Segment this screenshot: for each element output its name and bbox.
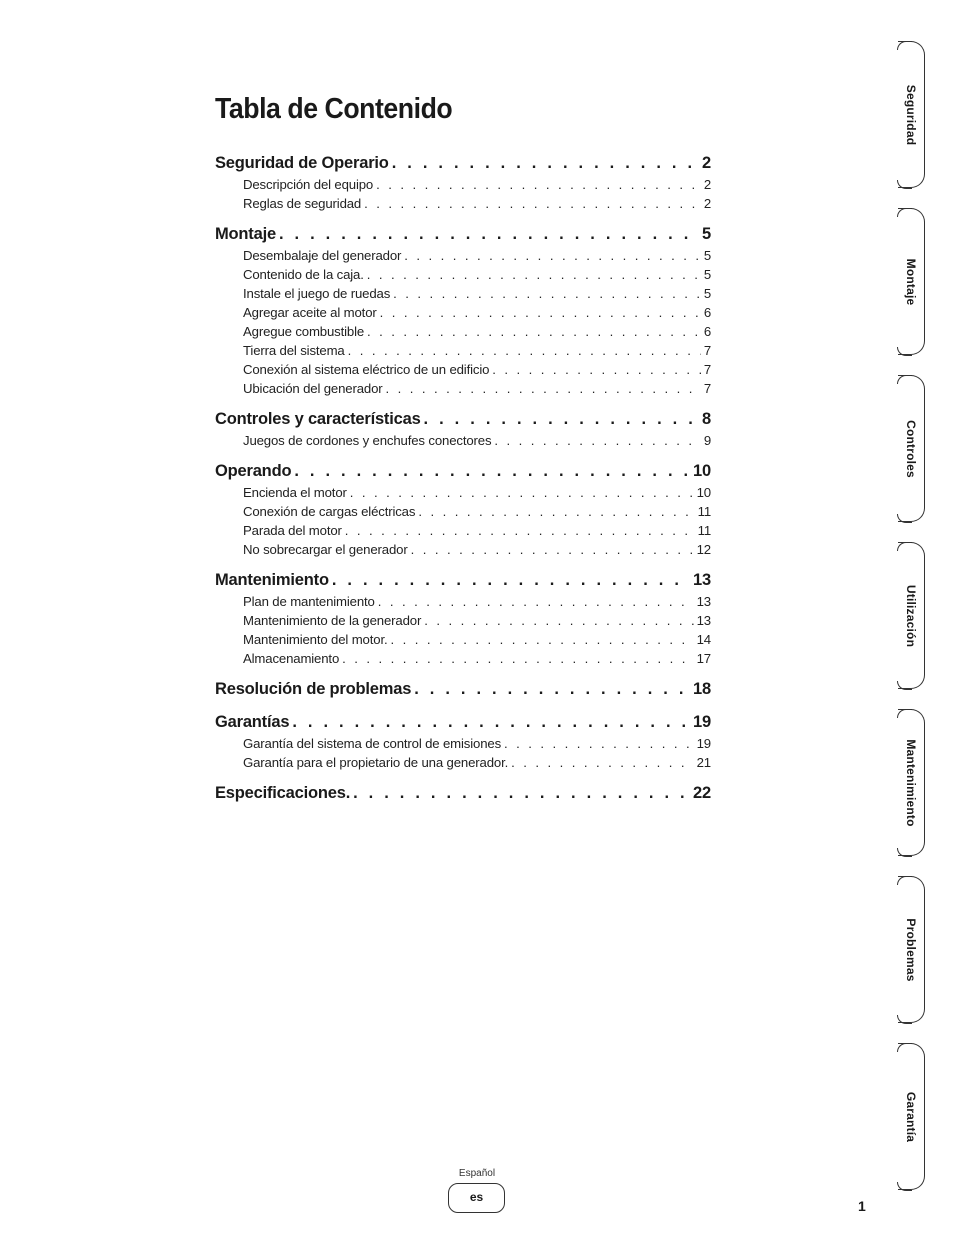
toc-subentry-label: Parada del motor [243, 523, 342, 538]
toc-subentry[interactable] [215, 502, 711, 521]
toc-subentry-page: 13 [696, 613, 711, 628]
toc-entry-page: 13 [693, 571, 711, 589]
tab-seguridad[interactable] [898, 41, 925, 188]
toc-subentry-page: 6 [703, 324, 711, 339]
toc-entry-page: 22 [693, 784, 711, 802]
toc-entry-page: 19 [693, 713, 711, 731]
toc-entry-label: Montaje [215, 225, 276, 243]
toc-entry-operando[interactable] [215, 459, 711, 483]
toc-subentry-label: Agregue combustible [243, 324, 365, 339]
toc-subentry-label: Garantía del sistema de control de emisiones [243, 736, 502, 751]
dot-leader [332, 568, 690, 592]
dot-leader [348, 341, 701, 360]
dot-leader [404, 246, 701, 265]
dot-leader [386, 379, 701, 398]
tab-label: Seguridad [904, 84, 918, 145]
toc-subentry-label: Tierra del sistema [243, 343, 345, 358]
toc-subentry-label: Almacenamiento [243, 651, 340, 666]
toc-entry-page: 8 [702, 410, 711, 428]
toc-subentry-page: 21 [696, 755, 711, 770]
dot-leader [380, 303, 701, 322]
dot-leader [390, 630, 693, 649]
table-of-contents [215, 151, 711, 814]
toc-subentry[interactable] [215, 630, 711, 649]
dot-leader [367, 322, 701, 341]
toc-entry-montaje[interactable] [215, 222, 711, 246]
dot-leader [376, 175, 701, 194]
dot-leader [367, 265, 701, 284]
dot-leader [414, 677, 690, 701]
toc-entry-label: Resolución de problemas [215, 680, 412, 698]
page-number: 1 [858, 1198, 866, 1214]
toc-subentry[interactable] [215, 379, 711, 398]
toc-subentry[interactable] [215, 265, 711, 284]
toc-subentry-label: Mantenimiento de la generador [243, 613, 422, 628]
toc-subentry-label: Descripción del equipo [243, 177, 374, 192]
dot-leader [424, 407, 699, 431]
toc-subentry-page: 17 [696, 651, 711, 666]
toc-entry-especificaciones[interactable] [215, 781, 711, 805]
tab-controles[interactable] [898, 375, 925, 522]
toc-entry-problemas[interactable] [215, 677, 711, 701]
toc-subentry-page: 10 [696, 485, 711, 500]
toc-subentry[interactable] [215, 431, 711, 450]
tab-problemas[interactable] [898, 876, 925, 1023]
dot-leader [353, 781, 690, 805]
toc-entry-label: Garantías [215, 713, 290, 731]
toc-entry-page: 2 [702, 154, 711, 172]
dot-leader [292, 710, 690, 734]
toc-entry-label: Mantenimiento [215, 571, 329, 589]
toc-subentry-label: No sobrecargar el generador [243, 542, 408, 557]
toc-subentry-page: 2 [703, 177, 711, 192]
toc-subentry-label: Juegos de cordones y enchufes conectores [243, 433, 492, 448]
toc-section-especificaciones [215, 781, 711, 805]
toc-subentry-label: Agregar aceite al motor [243, 305, 377, 320]
toc-subentry-label: Garantía para el propietario de una generador. [243, 755, 509, 770]
dot-leader [294, 459, 690, 483]
toc-subentry-page: 5 [703, 267, 711, 282]
toc-subentry[interactable] [215, 322, 711, 341]
toc-entry-mantenimiento[interactable] [215, 568, 711, 592]
page-title: Tabla de Contenido [215, 93, 453, 126]
dot-leader [393, 284, 701, 303]
tab-label: Mantenimiento [904, 738, 918, 827]
toc-subentry-page: 14 [696, 632, 711, 647]
toc-subentry[interactable] [215, 303, 711, 322]
dot-leader [279, 222, 699, 246]
toc-section-mantenimiento [215, 568, 711, 668]
tab-mantenimiento[interactable] [898, 709, 925, 856]
tab-label: Montaje [904, 258, 918, 305]
toc-subentry[interactable] [215, 194, 711, 213]
toc-subentry-label: Plan de mantenimiento [243, 594, 375, 609]
toc-subentry-label: Conexión al sistema eléctrico de un edificio [243, 362, 490, 377]
toc-subentry-page: 5 [703, 286, 711, 301]
dot-leader [424, 611, 693, 630]
toc-entry-controles[interactable] [215, 407, 711, 431]
toc-entry-page: 5 [702, 225, 711, 243]
toc-subentry[interactable] [215, 246, 711, 265]
dot-leader [345, 521, 695, 540]
dot-leader [411, 540, 694, 559]
toc-subentry-label: Contenido de la caja. [243, 267, 364, 282]
toc-subentry[interactable] [215, 592, 711, 611]
toc-section-garantias [215, 710, 711, 772]
toc-subentry[interactable] [215, 175, 711, 194]
toc-subentry-page: 11 [697, 523, 711, 538]
dot-leader [378, 592, 694, 611]
toc-subentry-page: 6 [703, 305, 711, 320]
toc-subentry[interactable] [215, 341, 711, 360]
toc-subentry-page: 13 [696, 594, 711, 609]
language-badge: es [448, 1183, 505, 1213]
toc-subentry-page: 7 [703, 381, 711, 396]
toc-subentry-label: Instale el juego de ruedas [243, 286, 391, 301]
toc-entry-label: Especificaciones. [215, 784, 351, 802]
toc-entry-garantias[interactable] [215, 710, 711, 734]
toc-section-operando [215, 459, 711, 559]
toc-subentry[interactable] [215, 611, 711, 630]
tab-label: Controles [904, 419, 918, 478]
toc-subentry-page: 5 [703, 248, 711, 263]
tab-label: Problemas [904, 917, 918, 982]
toc-section-montaje [215, 222, 711, 398]
language-caption: Español [458, 1168, 496, 1179]
dot-leader [364, 194, 701, 213]
toc-subentry-label: Reglas de seguridad [243, 196, 362, 211]
toc-entry-label: Seguridad de Operario [215, 154, 389, 172]
toc-subentry-page: 12 [696, 542, 711, 557]
toc-section-problemas [215, 677, 711, 701]
toc-subentry[interactable] [215, 483, 711, 502]
toc-subentry-page: 7 [703, 343, 711, 358]
tab-utilizacion[interactable] [898, 542, 925, 689]
toc-subentry-label: Mantenimiento del motor. [243, 632, 388, 647]
dot-leader [494, 431, 700, 450]
toc-entry-seguridad[interactable] [215, 151, 711, 175]
tab-label: Utilización [904, 584, 918, 647]
toc-subentry[interactable] [215, 753, 711, 772]
toc-subentry[interactable] [215, 649, 711, 668]
toc-subentry-page: 11 [697, 504, 711, 519]
dot-leader [418, 502, 694, 521]
toc-subentry-page: 2 [703, 196, 711, 211]
dot-leader [511, 753, 694, 772]
tab-montaje[interactable] [898, 208, 925, 355]
toc-subentry-label: Ubicación del generador [243, 381, 383, 396]
dot-leader [350, 483, 694, 502]
tab-garantia[interactable] [898, 1043, 925, 1190]
toc-subentry-page: 9 [703, 433, 711, 448]
toc-subentry-label: Desembalaje del generador [243, 248, 402, 263]
toc-subentry[interactable] [215, 284, 711, 303]
toc-entry-label: Operando [215, 462, 292, 480]
dot-leader [504, 734, 694, 753]
toc-subentry[interactable] [215, 540, 711, 559]
toc-section-controles [215, 407, 711, 450]
tab-label: Garantía [904, 1091, 918, 1142]
toc-entry-page: 10 [693, 462, 711, 480]
toc-entry-page: 18 [693, 680, 711, 698]
toc-section-seguridad [215, 151, 711, 213]
dot-leader [342, 649, 694, 668]
toc-subentry[interactable] [215, 734, 711, 753]
dot-leader [392, 151, 699, 175]
toc-entry-label: Controles y características [215, 410, 421, 428]
toc-subentry-page: 19 [696, 736, 711, 751]
toc-subentry[interactable] [215, 521, 711, 540]
toc-subentry-label: Conexión de cargas eléctricas [243, 504, 416, 519]
toc-subentry-label: Encienda el motor [243, 485, 347, 500]
dot-leader [492, 360, 701, 379]
toc-subentry[interactable] [215, 360, 711, 379]
toc-subentry-page: 7 [703, 362, 711, 377]
